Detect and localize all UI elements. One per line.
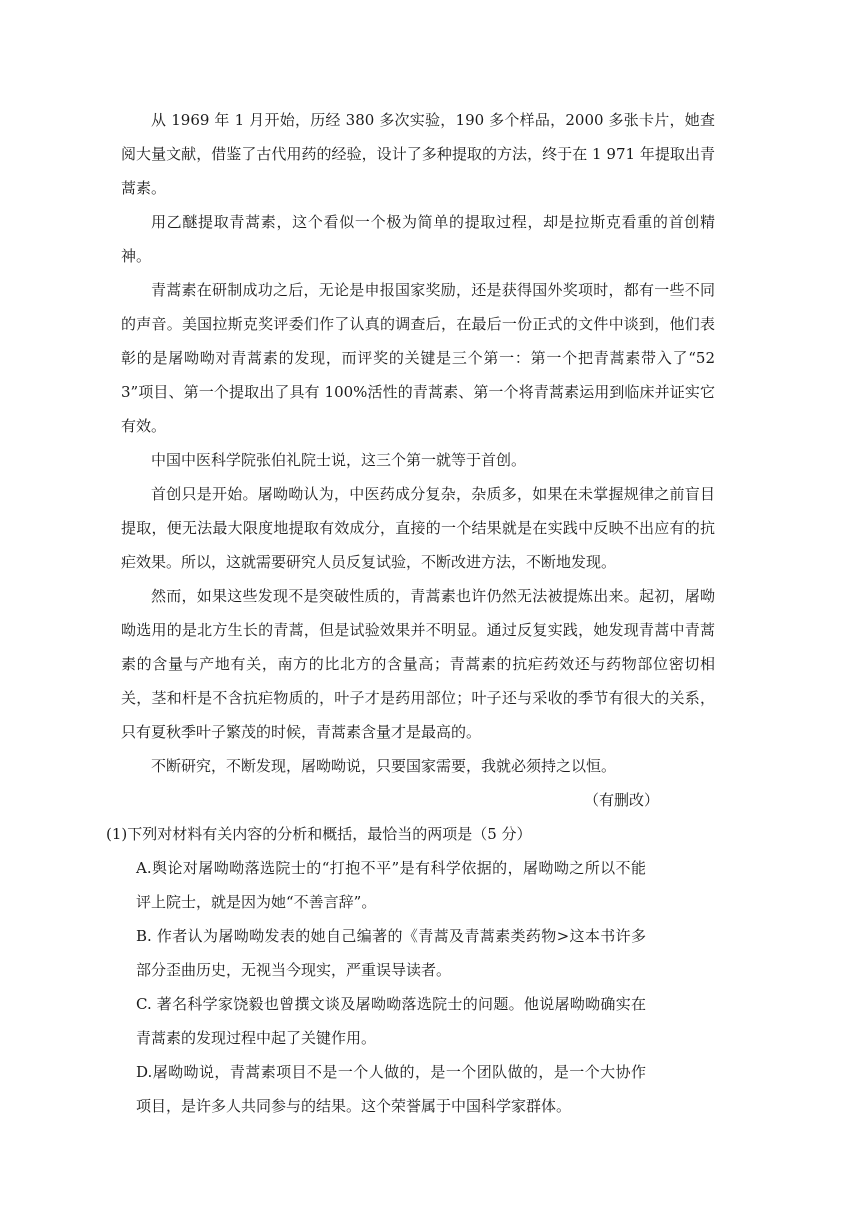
option-a: A.舆论对屠呦呦落选院士的“打抱不平”是有科学依据的，屠呦呦之所以不能评上院士，就是因为她“不善言辞”。 [136,859,646,911]
option-d: D.屠呦呦说，青蒿素项目不是一个人做的，是一个团队做的，是一个大协作项目，是许多人共同参与的结果。这个荣誉属于中国科学家群体。 [136,1063,646,1115]
option-c: C. 著名科学家饶毅也曾撰文谈及屠呦呦落选院士的问题。他说屠呦呦确实在青蒿素的发现过程中起了关键作用。 [136,995,646,1047]
paragraph-1: 从 1969 年 1 月开始，历经 380 多次实验，190 多个样品，2000 多张卡片，她查阅大量文献，借鉴了古代用药的经验，设计了多种提取的方法，终于在 1 971 年提取出青蒿素。 [121,111,715,197]
paragraph-2: 用乙醚提取青蒿素，这个看似一个极为简单的提取过程，却是拉斯克看重的首创精神。 [121,213,715,265]
paragraph-6: 然而，如果这些发现不是突破性质的，青蒿素也许仍然无法被提炼出来。起初，屠呦呦选用的是北方生长的青蒿，但是试验效果并不明显。通过反复实践，她发现青蒿中青蒿素的含量与产地有关，南方的比北方的含量高；青蒿素的抗疟药效还与药物部位密切相关，茎和杆是不含抗疟物质的，叶子才是药用部位；叶子还与采收的季节有很大的关系，只有夏秋季叶子繁茂的时候，青蒿素含量才是最高的。 [121,587,715,741]
paragraph-4: 中国中医科学院张伯礼院士说，这三个第一就等于首创。 [151,451,527,469]
document-page [106,103,715,1123]
question-block [106,817,715,1123]
option-b: B. 作者认为屠呦呦发表的她自己编著的《青蒿及青蒿素类药物>这本书许多部分歪曲历史，无视当今现实，严重误导读者。 [136,927,646,979]
paragraph-3: 青蒿素在研制成功之后，无论是申报国家奖励，还是获得国外奖项时，都有一些不同的声音。美国拉斯克奖评委们作了认真的调查后，在最后一份正式的文件中谈到，他们表彰的是屠呦呦对青蒿素的发现，而评奖的关键是三个第一：第一个把青蒿素带入了“523”项目、第一个提取出了具有 100%活性的青蒿素、第一个将青蒿素运用到临床并证实它有效。 [121,281,715,435]
source-note: （有删改） [583,791,659,809]
question-stem: (1)下列对材料有关内容的分析和概括，最恰当的两项是（5 分） [106,825,532,843]
paragraph-7: 不断研究，不断发现，屠呦呦说，只要国家需要，我就必须持之以恒。 [151,757,617,775]
paragraph-5: 首创只是开始。屠呦呦认为，中医药成分复杂，杂质多，如果在未掌握规律之前盲目提取，便无法最大限度地提取有效成分，直接的一个结果就是在实践中反映不出应有的抗疟效果。所以，这就需要研究人员反复试验，不断改进方法，不断地发现。 [121,485,715,571]
